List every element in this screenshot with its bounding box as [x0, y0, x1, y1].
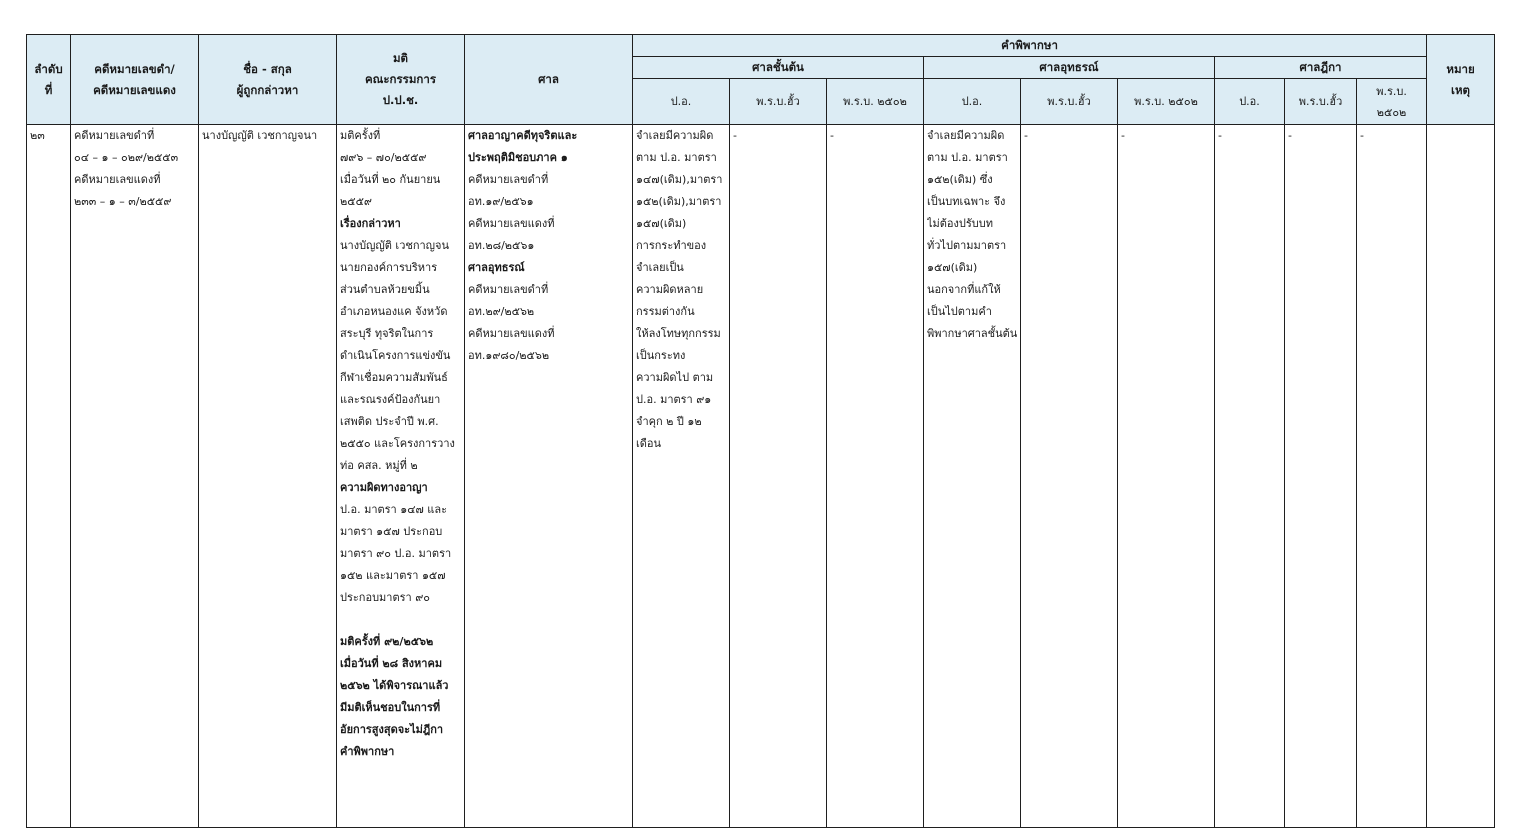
- cell-text-line: ๐๔ – ๑ – ๐๒๙/๒๕๕๓: [74, 151, 179, 164]
- cell-text-line: ๗๙๖ – ๗๐/๒๕๕๙: [340, 151, 427, 164]
- header-court: ศาล: [465, 35, 633, 125]
- cell-text-line: อท.๑๙/๒๕๖๑: [468, 195, 534, 208]
- cell-text-line: ๒๕๖๒ ได้พิจารณาแล้ว: [340, 679, 449, 692]
- header-supreme-hoarding: พ.ร.บ.ฮั้ว: [1285, 79, 1357, 125]
- cell-text-line: ๑๕๗(เดิม): [927, 261, 978, 274]
- cell-text-line: ตาม ป.อ. มาตรา: [927, 151, 1008, 164]
- cell-text-line: และรณรงค์ป้องกันยา: [340, 393, 441, 406]
- cell-text-line: คดีหมายเลขแดงที่: [468, 327, 555, 340]
- header-supreme-act2502: พ.ร.บ. ๒๕๐๒: [1357, 79, 1427, 125]
- cell-text-line: ๒๕๕๐ และโครงการวาง: [340, 437, 455, 450]
- cell-case-number: [71, 125, 199, 828]
- cell-text-line: มติครั้งที่: [340, 129, 381, 142]
- cell-text-line: สระบุรี ทุจริตในการ: [340, 327, 434, 340]
- cell-text-line: เดือน: [636, 437, 662, 450]
- cell-text-line: จำเลยมีความผิด: [927, 129, 1005, 142]
- cell-text-line: เมื่อวันที่ ๒๘ สิงหาคม: [340, 657, 443, 670]
- cell-text-line: ป.อ. มาตรา ๑๔๗ และ: [340, 503, 448, 516]
- cell-text-line: ศาลอุทธรณ์: [468, 261, 525, 274]
- cell-text-line: มีมติเห็นชอบในการที่: [340, 701, 441, 714]
- cell-text-line: นางบัญญัติ เวชกาญจน: [340, 239, 450, 252]
- cell-text-line: เมื่อวันที่ ๒๐ กันยายน: [340, 173, 441, 186]
- cell-text-line: คดีหมายเลขดำที่: [468, 173, 549, 186]
- cell-accused-name: นางบัญญัติ เวชกาญจนา: [199, 125, 337, 828]
- cell-text-line: ๒๓๓ – ๑ – ๓/๒๕๕๙: [74, 195, 172, 208]
- cell-remark: [1427, 125, 1495, 828]
- header-first-act2502: พ.ร.บ. ๒๕๐๒: [827, 79, 924, 125]
- cell-text-line: คำพิพากษา: [340, 745, 395, 758]
- cell-text-line: จำคุก ๒ ปี ๑๒: [636, 415, 702, 428]
- cell-text-line: ความผิดทางอาญา: [340, 481, 428, 494]
- cell-court: [465, 125, 633, 828]
- header-first-court: ศาลชั้นต้น: [633, 57, 924, 79]
- cell-text-line: ๑๕๒ และมาตรา ๑๕๗: [340, 569, 446, 582]
- cell-supreme-act2502: -: [1357, 125, 1427, 828]
- cell-text-line: ๑๕๒(เดิม) ซึ่ง: [927, 173, 993, 186]
- cell-appeal-hoarding: -: [1021, 125, 1118, 828]
- cell-first-hoarding: -: [730, 125, 827, 828]
- cell-supreme-criminal: -: [1215, 125, 1285, 828]
- cell-text-line: เป็นกระทง: [636, 349, 686, 362]
- cell-text-line: จำเลยเป็น: [636, 261, 684, 274]
- cell-text-line: ความผิดหลาย: [636, 283, 704, 296]
- cell-text-line: ความผิดไป ตาม: [636, 371, 714, 384]
- cell-text-line: อท.๑๙๘๐/๒๕๖๒: [468, 349, 550, 362]
- cell-text-line: ดำเนินโครงการแข่งขัน: [340, 349, 451, 362]
- header-appeal-criminal: ป.อ.: [924, 79, 1021, 125]
- cell-text-line: เป็นไปตามคำ: [927, 305, 992, 318]
- cell-appeal-criminal: [924, 125, 1021, 828]
- header-appeal-court: ศาลอุทธรณ์: [924, 57, 1215, 79]
- cell-text-line: คดีหมายเลขแดงที่: [74, 173, 161, 186]
- header-first-criminal: ป.อ.: [633, 79, 730, 125]
- cell-text-line: ไม่ต้องปรับบท: [927, 217, 994, 230]
- cell-text-line: [340, 609, 462, 631]
- cell-text-line: ท่อ คสล. หมู่ที่ ๒: [340, 459, 418, 472]
- cell-text-line: ๑๔๗(เดิม),มาตรา: [636, 173, 723, 186]
- cell-text-line: ตาม ป.อ. มาตรา: [636, 151, 717, 164]
- cell-text-line: กีฬาเชื่อมความสัมพันธ์: [340, 371, 448, 384]
- header-remark: หมาย เหตุ: [1427, 35, 1495, 125]
- cell-first-act2502: -: [827, 125, 924, 828]
- cell-order: ๒๓: [27, 125, 71, 828]
- cell-text-line: กรรมต่างกัน: [636, 305, 695, 318]
- cell-text-line: ให้ลงโทษทุกกรรม: [636, 327, 721, 340]
- header-judgment: คำพิพากษา: [633, 35, 1427, 57]
- cell-text-line: เรื่องกล่าวหา: [340, 217, 401, 230]
- cell-text-line: ส่วนตำบลห้วยขมิ้น: [340, 283, 430, 296]
- cell-text-line: ๒๕๕๙: [340, 195, 372, 208]
- table-row: [27, 125, 1495, 828]
- judgment-table: [26, 34, 1495, 828]
- header-first-hoarding: พ.ร.บ.ฮั้ว: [730, 79, 827, 125]
- cell-text-line: ประพฤติมิชอบภาค ๑: [468, 151, 568, 164]
- header-nacc-resolution: มติ คณะกรรมการ ป.ป.ช.: [337, 35, 465, 125]
- cell-text-line: เสพติด ประจำปี พ.ศ.: [340, 415, 439, 428]
- cell-supreme-hoarding: -: [1285, 125, 1357, 828]
- cell-text-line: นอกจากที่แก้ให้: [927, 283, 1001, 296]
- cell-nacc-resolution: [337, 125, 465, 828]
- cell-text-line: ๑๕๗(เดิม): [636, 217, 687, 230]
- cell-text-line: คดีหมายเลขดำที่: [468, 283, 549, 296]
- cell-text-line: การกระทำของ: [636, 239, 707, 252]
- cell-text-line: นายกองค์การบริหาร: [340, 261, 438, 274]
- cell-text-line: จำเลยมีความผิด: [636, 129, 714, 142]
- cell-text-line: มติครั้งที่ ๙๒/๒๕๖๒: [340, 635, 434, 648]
- cell-text-line: ป.อ. มาตรา ๙๑: [636, 393, 712, 406]
- cell-text-line: คดีหมายเลขแดงที่: [468, 217, 555, 230]
- cell-text-line: ทั่วไปตามมาตรา: [927, 239, 1007, 252]
- cell-text-line: มาตรา ๙๐ ป.อ. มาตรา: [340, 547, 452, 560]
- header-appeal-act2502: พ.ร.บ. ๒๕๐๒: [1118, 79, 1215, 125]
- cell-text-line: มาตรา ๑๕๗ ประกอบ: [340, 525, 443, 538]
- cell-text-line: เป็นบทเฉพาะ จึง: [927, 195, 1006, 208]
- cell-text-line: ศาลอาญาคดีทุจริตและ: [468, 129, 578, 142]
- cell-first-criminal: [633, 125, 730, 828]
- cell-text-line: ๑๕๒(เดิม),มาตรา: [636, 195, 722, 208]
- header-supreme-court: ศาลฎีกา: [1215, 57, 1427, 79]
- header-order: ลำดับ ที่: [27, 35, 71, 125]
- header-accused-name: ชื่อ - สกุล ผู้ถูกกล่าวหา: [199, 35, 337, 125]
- header-case-number: คดีหมายเลขดำ/ คดีหมายเลขแดง: [71, 35, 199, 125]
- header-appeal-hoarding: พ.ร.บ.ฮั้ว: [1021, 79, 1118, 125]
- cell-text-line: อัยการสูงสุดจะไม่ฎีกา: [340, 723, 444, 736]
- cell-text-line: อท.๒๙/๒๕๖๒: [468, 305, 535, 318]
- header-supreme-criminal: ป.อ.: [1215, 79, 1285, 125]
- cell-text-line: อำเภอหนองแค จังหวัด: [340, 305, 448, 318]
- cell-text-line: คดีหมายเลขดำที่: [74, 129, 155, 142]
- cell-text-line: พิพากษาศาลชั้นต้น: [927, 327, 1018, 340]
- cell-text-line: ประกอบมาตรา ๙๐: [340, 591, 430, 604]
- cell-appeal-act2502: -: [1118, 125, 1215, 828]
- cell-text-line: อท.๒๘/๒๕๖๑: [468, 239, 535, 252]
